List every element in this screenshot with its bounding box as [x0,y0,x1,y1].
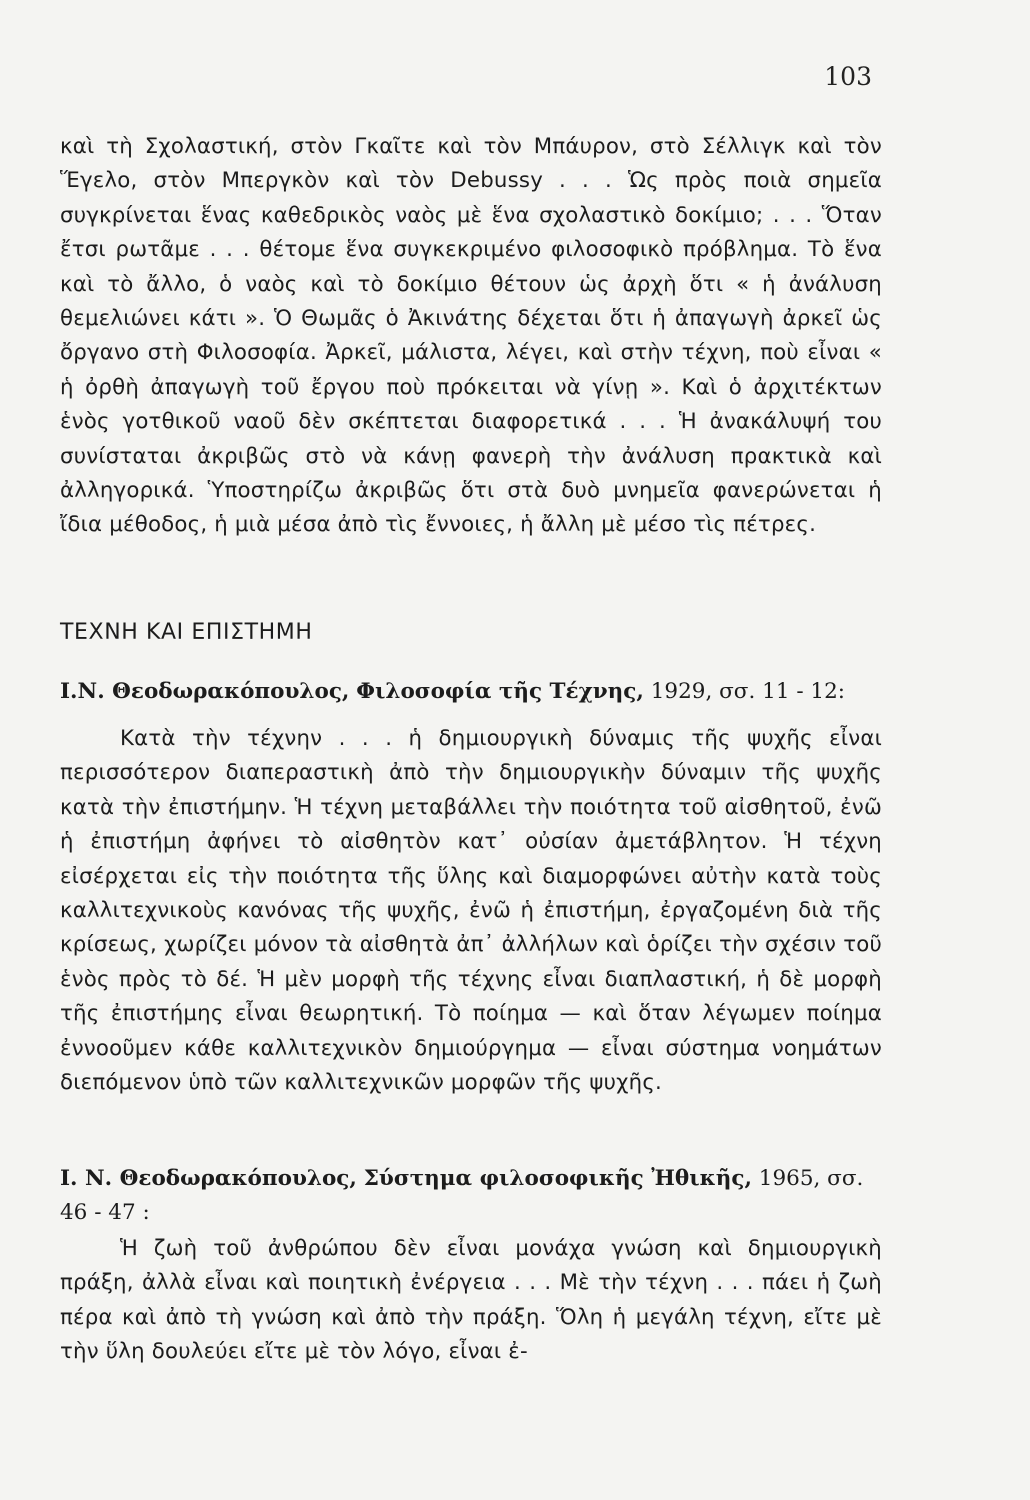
citation-work-title: Φιλοσοφία τῆς Τέχνης, [356,679,644,704]
citation-author: Ι. Ν. Θεοδωρακόπουλος, [60,1166,357,1191]
citation-details: 1965, σσ. 46 - 47 : [60,1166,864,1225]
quote-paragraph-1: Κατὰ τὴν τέχνην . . . ἡ δημιουργικὴ δύναμις τῆς ψυχῆς εἶναι περισσότερον διαπεραστικὴ ἀπὸ τὴν δημιουργικὴν δύναμιν τῆς ψυχῆς κατὰ τὴν ἐπιστήμην. Ἡ τέχνη μεταβάλλει τὴν ποιότητα τοῦ αἰσθητοῦ, ἐνῶ ἡ ἐπιστήμη ἀφήνει τὸ αἰσθητὸν κατ᾽ οὐσίαν ἀμετάβλητον. Ἡ τέχνη εἰσέρχεται εἰς τὴν ποιότητα τῆς ὕλης καὶ διαμορφώνει αὐτὴν κατὰ τοὺς καλλιτεχνικοὺς κανόνας τῆς ψυχῆς, ἐνῶ ἡ ἐπιστήμη, ἐργαζομένη διὰ τῆς κρίσεως, χωρίζει μόνον τὰ αἰσθητὰ ἀπ᾽ ἀλλήλων καὶ ὁρίζει τὴν σχέσιν τοῦ ἑνὸς πρὸς τὸ δέ. Ἡ μὲν μορφὴ τῆς τέχνης εἶναι διαπλαστική, ἡ δὲ μορφὴ τῆς ἐπιστήμης εἶναι θεωρητική. Τὸ ποίημα — καὶ ὅταν λέγωμεν ποίημα ἐννοοῦμεν κάθε καλλιτεχνικὸν δημιούργημα — εἶναι σύστημα νοημάτων διεπόμενον ὑπὸ τῶν καλλιτεχνικῶν μορφῶν τῆς ψυχῆς. [60,726,882,1096]
quote-paragraph-2: Ἡ ζωὴ τοῦ ἀνθρώπου δὲν εἶναι μονάχα γνώση καὶ δημιουργικὴ πράξη, ἀλλὰ εἶναι καὶ ποιητικὴ ἐνέργεια . . . Μὲ τὴν τέχνη . . . πάει ἡ ζωὴ πέρα καὶ ἀπὸ τὴ γνώση καὶ ἀπὸ τὴν πράξη. Ὅλη ἡ μεγάλη τέχνη, εἴτε μὲ τὴν ὕλη δουλεύει εἴτε μὲ τὸν λόγο, εἶναι ἐ- [60,1236,882,1365]
citation-1 [60,675,882,709]
section-heading: ΤΕΧΝΗ ΚΑΙ ΕΠΙΣΤΗΜΗ [60,620,313,645]
page-number: 103 [824,62,872,91]
citation-details: 1929, σσ. 11 - 12: [650,679,846,704]
citation-work-title: Σύστημα φιλοσοφικῆς Ἠθικῆς, [363,1166,752,1191]
citation-2 [60,1162,882,1230]
body-paragraph: καὶ τὴ Σχολαστική, στὸν Γκαῖτε καὶ τὸν Μπάυρον, στὸ Σέλλιγκ καὶ τὸν Ἕγελο, στὸν Μπεργκὸν καὶ τὸν Debussy . . . Ὡς πρὸς ποιὰ σημεῖα συγκρίνεται ἕνας καθεδρικὸς ναὸς μὲ ἕνα σχολαστικὸ δοκίμιο; . . . Ὅταν ἔτσι ρωτᾶμε . . . θέτομε ἕνα συγκεκριμένο φιλοσοφικὸ πρόβλημα. Τὸ ἕνα καὶ τὸ ἄλλο, ὁ ναὸς καὶ τὸ δοκίμιο θέτουν ὡς ἀρχὴ ὅτι « ἡ ἀνάλυση θεμελιώνει κάτι ». Ὁ Θωμᾶς ὁ Ἀκινάτης δέχεται ὅτι ἡ ἀπαγωγὴ ἀρκεῖ ὡς ὄργανο στὴ Φιλοσοφία. Ἀρκεῖ, μάλιστα, λέγει, καὶ στὴν τέχνη, ποὺ εἶναι « ἡ ὀρθὴ ἀπαγωγὴ τοῦ ἔργου ποὺ πρόκειται νὰ γίνῃ ». Καὶ ὁ ἀρχιτέκτων ἑνὸς γοτθικοῦ ναοῦ δὲν σκέπτεται διαφορετικά . . . Ἡ ἀνακάλυψή του συνίσταται ἀκριβῶς στὸ νὰ κάνῃ φανερὴ τὴν ἀνάλυση πρακτικὰ καὶ ἀλληγορικά. Ὑποστηρίζω ἀκριβῶς ὅτι στὰ δυὸ μνημεῖα φανερώνεται ἡ ἴδια μέθοδος, ἡ μιὰ μέσα ἀπὸ τὶς ἔννοιες, ἡ ἄλλη μὲ μέσο τὶς πέτρες. [60,134,882,538]
citation-author: Ι.Ν. Θεοδωρακόπουλος, [60,679,350,704]
